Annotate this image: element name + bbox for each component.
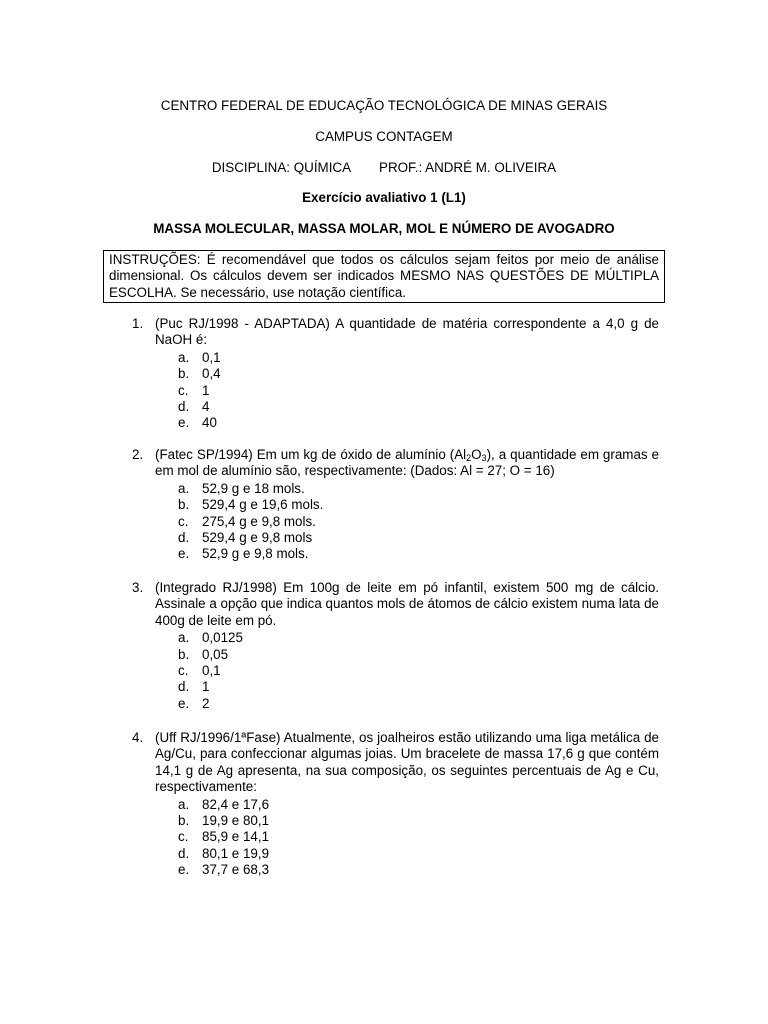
option-letter: b. [178, 497, 190, 513]
option-e [132, 696, 659, 712]
option-text: 4 [202, 398, 210, 414]
option-b [132, 497, 659, 513]
option-d [132, 399, 659, 415]
option-d [132, 679, 659, 695]
professor-label: PROF.: ANDRÉ M. OLIVEIRA [379, 160, 557, 175]
option-text: 52,9 g e 9,8 mols. [202, 546, 309, 562]
option-list [132, 630, 659, 712]
option-letter: b. [178, 366, 190, 382]
option-c [132, 663, 659, 679]
subscript: 3 [481, 453, 487, 463]
discipline-label: DISCIPLINA: QUÍMICA [211, 160, 352, 175]
option-text: 0,0125 [202, 630, 243, 646]
option-letter: d. [178, 679, 190, 695]
option-text: 40 [202, 415, 217, 431]
option-letter: a. [178, 349, 190, 365]
option-e [132, 415, 659, 431]
option-list [132, 350, 659, 432]
option-letter: c. [178, 829, 189, 845]
subject-title: MASSA MOLECULAR, MASSA MOLAR, MOL E NÚMERO DE AVOGADRO [153, 221, 615, 236]
option-text: 0,05 [202, 646, 229, 662]
institution-name: CENTRO FEDERAL DE EDUCAÇÃO TECNOLÓGICA DE MINAS GERAIS [160, 98, 608, 113]
question-4 [132, 730, 659, 879]
option-text: 0,1 [202, 663, 221, 678]
option-c [132, 514, 659, 530]
option-letter: d. [178, 529, 190, 545]
question-number: 4. [132, 730, 144, 745]
question-stem [155, 447, 659, 480]
option-a [132, 350, 659, 366]
option-a [132, 630, 659, 646]
option-text: 1 [202, 679, 210, 695]
option-text: 0,4 [202, 366, 221, 382]
option-c [132, 829, 659, 845]
stem-part: ), a quantidade em gramas e em mol de alumínio são, respectivamente: (Dados: Al = 27; O = 16) [155, 447, 660, 479]
option-letter: c. [178, 382, 189, 398]
question-2 [132, 447, 659, 563]
option-text: 529,4 g e 19,6 mols. [202, 497, 324, 513]
option-text: 0,1 [202, 349, 221, 365]
discipline-line [0, 160, 768, 176]
option-letter: d. [178, 845, 190, 861]
option-d [132, 846, 659, 862]
option-letter: a. [178, 796, 190, 812]
question-stem: (Puc RJ/1998 - ADAPTADA) A quantidade de matéria correspondente a 4,0 g de NaOH é: [155, 316, 659, 348]
question-number: 3. [132, 580, 144, 595]
option-a [132, 481, 659, 497]
option-letter: c. [178, 513, 189, 529]
question-number: 1. [132, 316, 144, 331]
option-letter: b. [178, 813, 190, 829]
instructions-box: INSTRUÇÕES: É recomendável que todos os cálculos sejam feitos por meio de análise dimensional. Os cálculos devem ser indicados MESMO NAS QUESTÕES DE MÚLTIPLA ESCOLHA. Se necessário, use notação científica. [103, 250, 665, 303]
stem-part: (Fatec SP/1994) Em um kg de óxido de alumínio (Al [155, 447, 467, 462]
option-list [132, 481, 659, 563]
question-number: 2. [132, 447, 144, 462]
option-letter: a. [178, 630, 190, 646]
option-b [132, 366, 659, 382]
option-text: 52,9 g e 18 mols. [202, 480, 305, 496]
option-b [132, 813, 659, 829]
option-letter: e. [178, 546, 190, 562]
subscript: 2 [466, 453, 472, 463]
question-1 [132, 316, 659, 432]
option-letter: e. [178, 415, 190, 431]
option-text: 85,9 e 14,1 [202, 829, 270, 845]
option-c [132, 383, 659, 399]
question-stem: (Integrado RJ/1998) Em 100g de leite em pó infantil, existem 500 mg de cálcio. Assinale a opção que indica quantos mols de átomos de cálcio existem numa lata de 400g de leite em pó. [155, 580, 659, 628]
option-text: 82,4 e 17,6 [202, 796, 270, 812]
option-list [132, 797, 659, 879]
option-d [132, 530, 659, 546]
exercise-title: Exercício avaliativo 1 (L1) [302, 190, 466, 205]
option-letter: d. [178, 398, 190, 414]
option-e [132, 862, 659, 878]
option-a [132, 797, 659, 813]
option-b [132, 647, 659, 663]
option-text: 80,1 e 19,9 [202, 845, 270, 861]
option-letter: e. [178, 695, 190, 711]
option-letter: a. [178, 480, 190, 496]
option-e [132, 546, 659, 562]
option-letter: e. [178, 862, 190, 878]
option-text: 19,9 e 80,1 [202, 813, 270, 829]
option-text: 529,4 g e 9,8 mols [202, 529, 313, 545]
option-text: 275,4 g e 9,8 mols. [202, 513, 316, 529]
option-text: 1 [202, 382, 210, 398]
question-stem: (Uff RJ/1996/1ªFase) Atualmente, os joalheiros estão utilizando uma liga metálica de Ag/Cu, para confeccionar algumas joias. Um bracelete de massa 17,6 g que contém 14,1 g de Ag apresenta, na sua composição, os seguintes percentuais de Ag e Cu, respectivamente: [155, 730, 659, 795]
option-letter: c. [178, 663, 189, 678]
option-text: 37,7 e 68,3 [202, 862, 270, 878]
option-text: 2 [202, 695, 210, 711]
option-letter: b. [178, 646, 190, 662]
stem-part: O [471, 447, 482, 462]
campus-name: CAMPUS CONTAGEM [315, 129, 453, 144]
question-3 [132, 580, 659, 712]
